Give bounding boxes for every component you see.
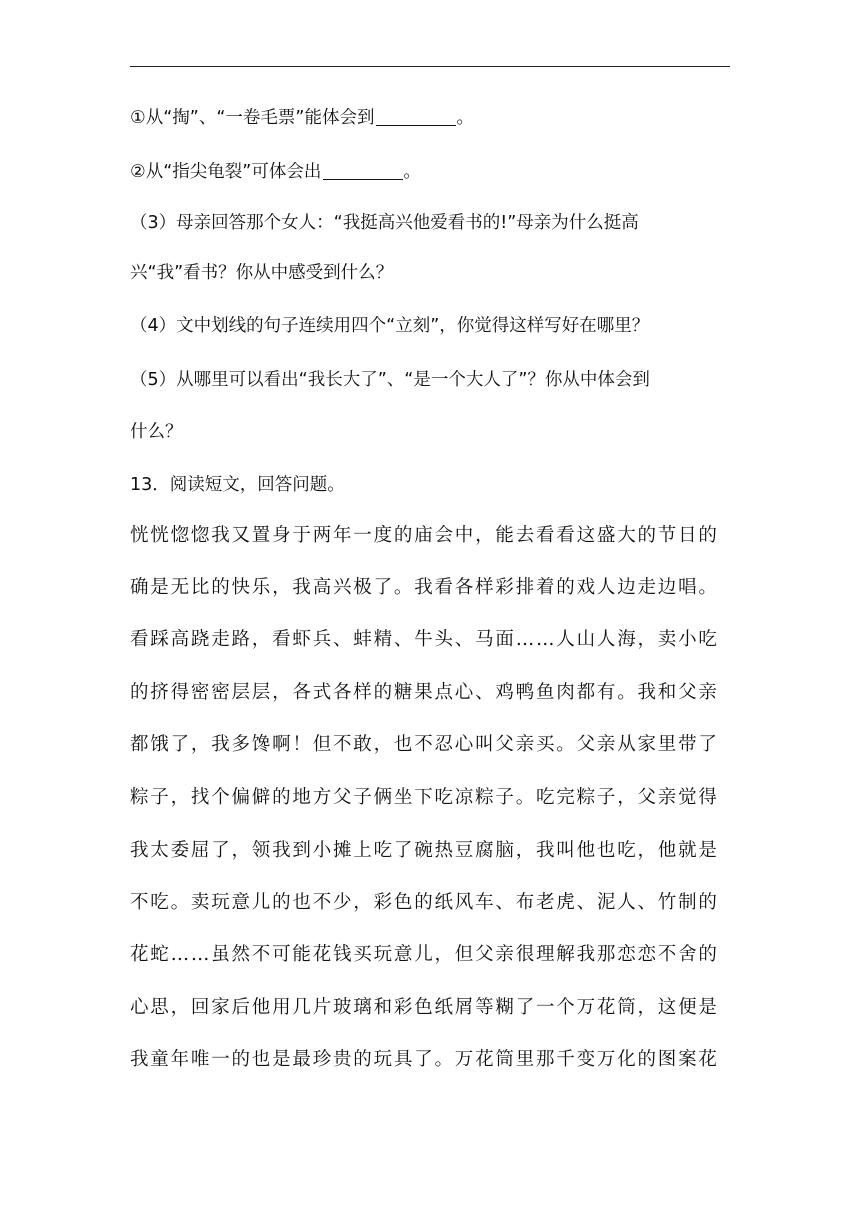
header-rule (130, 66, 730, 67)
question-3-line-1: （3）母亲回答那个女人：“我挺高兴他爱看书的!”母亲为什么挺高 (130, 213, 639, 233)
answer-blank-1[interactable] (376, 107, 456, 126)
passage-line: 粽子，找个偏僻的地方父子俩坐下吃凉粽子。吃完粽子，父亲觉得 (130, 787, 719, 808)
section-13-heading: 13．阅读短文，回答问题。 (130, 475, 345, 495)
passage-line: 的挤得密密层层，各式各样的糖果点心、鸡鸭鱼肉都有。我和父亲 (130, 682, 719, 703)
question-1-end: 。 (456, 108, 474, 128)
passage-line: 看踩高跷走路，看虾兵、蚌精、牛头、马面……人山人海，卖小吃 (130, 629, 719, 650)
question-1-text: ①从“掏”、“一卷毛票”能体会到 (130, 108, 375, 128)
question-5-line-2: 什么？ (130, 422, 183, 442)
passage-line: 心思，回家后他用几片玻璃和彩色纸屑等糊了一个万花筒，这便是 (130, 997, 719, 1018)
question-2 (130, 160, 740, 184)
question-2-end: 。 (403, 162, 421, 182)
question-5-line-1: （5）从哪里可以看出“我长大了”、“是一个大人了”？你从中体会到 (130, 370, 650, 390)
question-2-text: ②从“指尖龟裂”可体会出 (130, 162, 322, 182)
passage-line: 都饿了，我多馋啊！但不敢，也不忍心叫父亲买。父亲从家里带了 (130, 734, 719, 755)
passage-line: 我童年唯一的也是最珍贵的玩具了。万花筒里那千变万化的图案花 (130, 1049, 719, 1070)
passage-line: 花蛇……虽然不可能花钱买玩意儿，但父亲很理解我那恋恋不舍的 (130, 944, 719, 965)
answer-blank-2[interactable] (323, 161, 403, 180)
passage-line: 恍恍惚惚我又置身于两年一度的庙会中，能去看看这盛大的节日的 (130, 525, 719, 546)
question-4: （4）文中划线的句子连续用四个“立刻”，你觉得这样写好在哪里？ (130, 316, 650, 336)
passage-line: 不吃。卖玩意儿的也不少，彩色的纸风车、布老虎、泥人、竹制的 (130, 892, 719, 913)
passage-line: 我太委屈了，领我到小摊上吃了碗热豆腐脑，我叫他也吃，他就是 (130, 840, 719, 861)
question-1 (130, 106, 740, 130)
passage-line: 确是无比的快乐，我高兴极了。我看各样彩排着的戏人边走边唱。 (130, 577, 719, 598)
question-3-line-2: 兴“我”看书？你从中感受到什么？ (130, 263, 394, 283)
